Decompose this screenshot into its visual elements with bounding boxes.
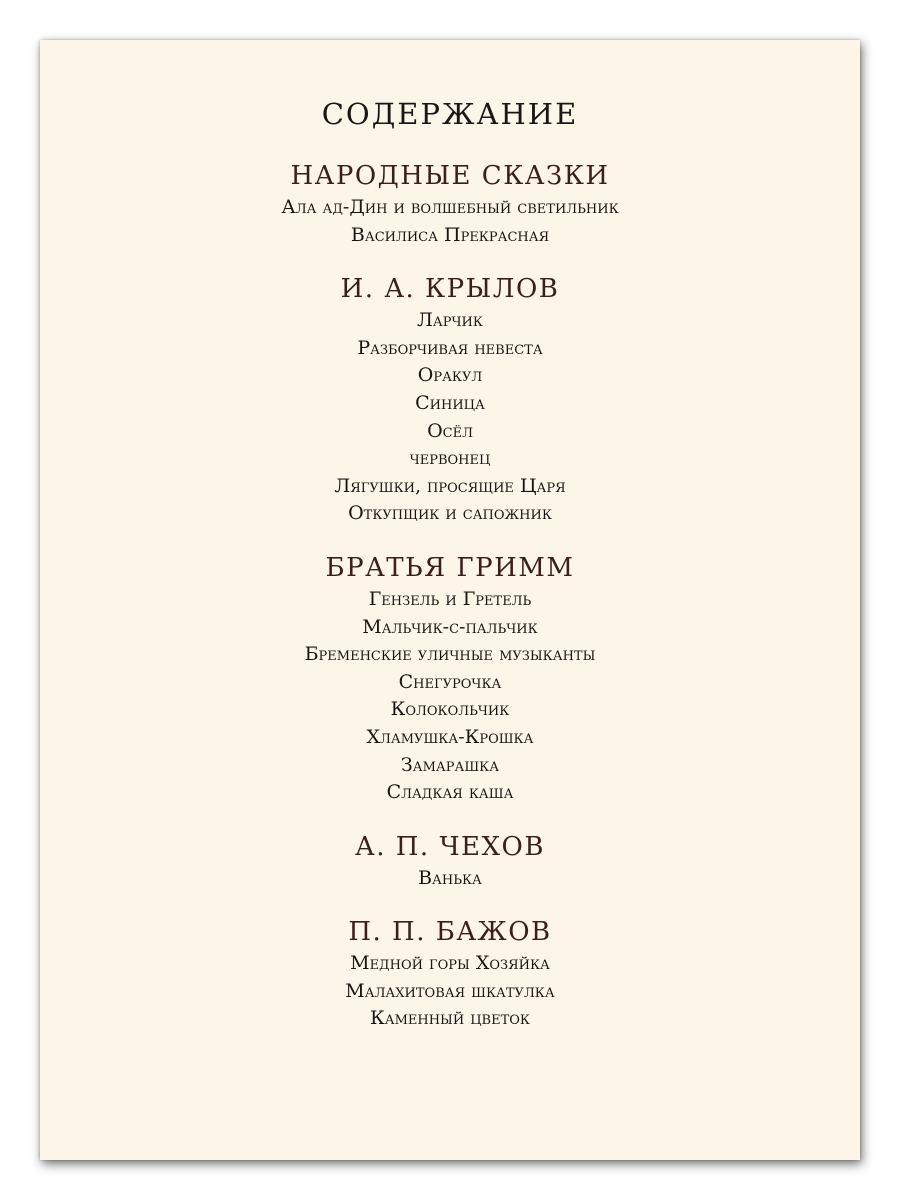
section-heading: НАРОДНЫЕ СКАЗКИ	[290, 161, 610, 191]
story-title: Сладкая каша	[386, 781, 514, 804]
story-title: Ала ад-Дин и волшебный светильник	[281, 196, 619, 218]
toc-section-chekhov	[40, 829, 860, 893]
page-title: СОДЕРЖАНИЕ	[321, 97, 579, 131]
story-title: Ларчик	[417, 309, 483, 332]
story-title: Осёл	[427, 419, 473, 442]
toc-section-krylov	[40, 271, 860, 528]
story-title: Колокольчик	[390, 698, 510, 721]
story-title: Откупщик и сапожник	[348, 502, 552, 525]
story-title: Синица	[415, 391, 485, 414]
table-of-contents	[40, 158, 860, 1033]
toc-section-bazhov	[40, 914, 860, 1033]
story-title: Гензель и Гретель	[368, 587, 532, 610]
story-title: Разборчивая невеста	[357, 336, 543, 359]
story-title: Каменный цветок	[370, 1007, 530, 1030]
section-heading: БРАТЬЯ ГРИММ	[325, 552, 575, 583]
book-page	[40, 40, 860, 1160]
story-title: Мальчик-с-пальчик	[362, 615, 538, 638]
toc-section-grimm	[40, 550, 860, 807]
story-title: червонец	[409, 447, 491, 470]
story-list	[40, 586, 860, 807]
section-heading: П. П. БАЖОВ	[348, 917, 552, 948]
story-title: Лягушки, просящие Царя	[334, 474, 566, 497]
section-heading: И. А. КРЫЛОВ	[340, 274, 560, 305]
story-list	[40, 307, 860, 528]
story-title: Бременские уличные музыканты	[304, 643, 596, 666]
story-title: Замарашка	[400, 753, 500, 776]
toc-section-folk-tales	[40, 158, 860, 249]
story-title: Василиса Прекрасная	[350, 223, 550, 246]
story-list	[40, 865, 860, 893]
story-list	[40, 194, 860, 249]
story-list	[40, 950, 860, 1033]
story-title: Хламушка-Крошка	[366, 725, 534, 748]
story-title: Ванька	[418, 866, 482, 889]
story-title: Малахитовая шкатулка	[345, 979, 555, 1002]
story-title: Оракул	[417, 364, 483, 387]
story-title: Снегурочка	[398, 670, 502, 693]
story-title: Медной горы Хозяйка	[350, 952, 550, 975]
section-heading: А. П. ЧЕХОВ	[355, 831, 545, 862]
